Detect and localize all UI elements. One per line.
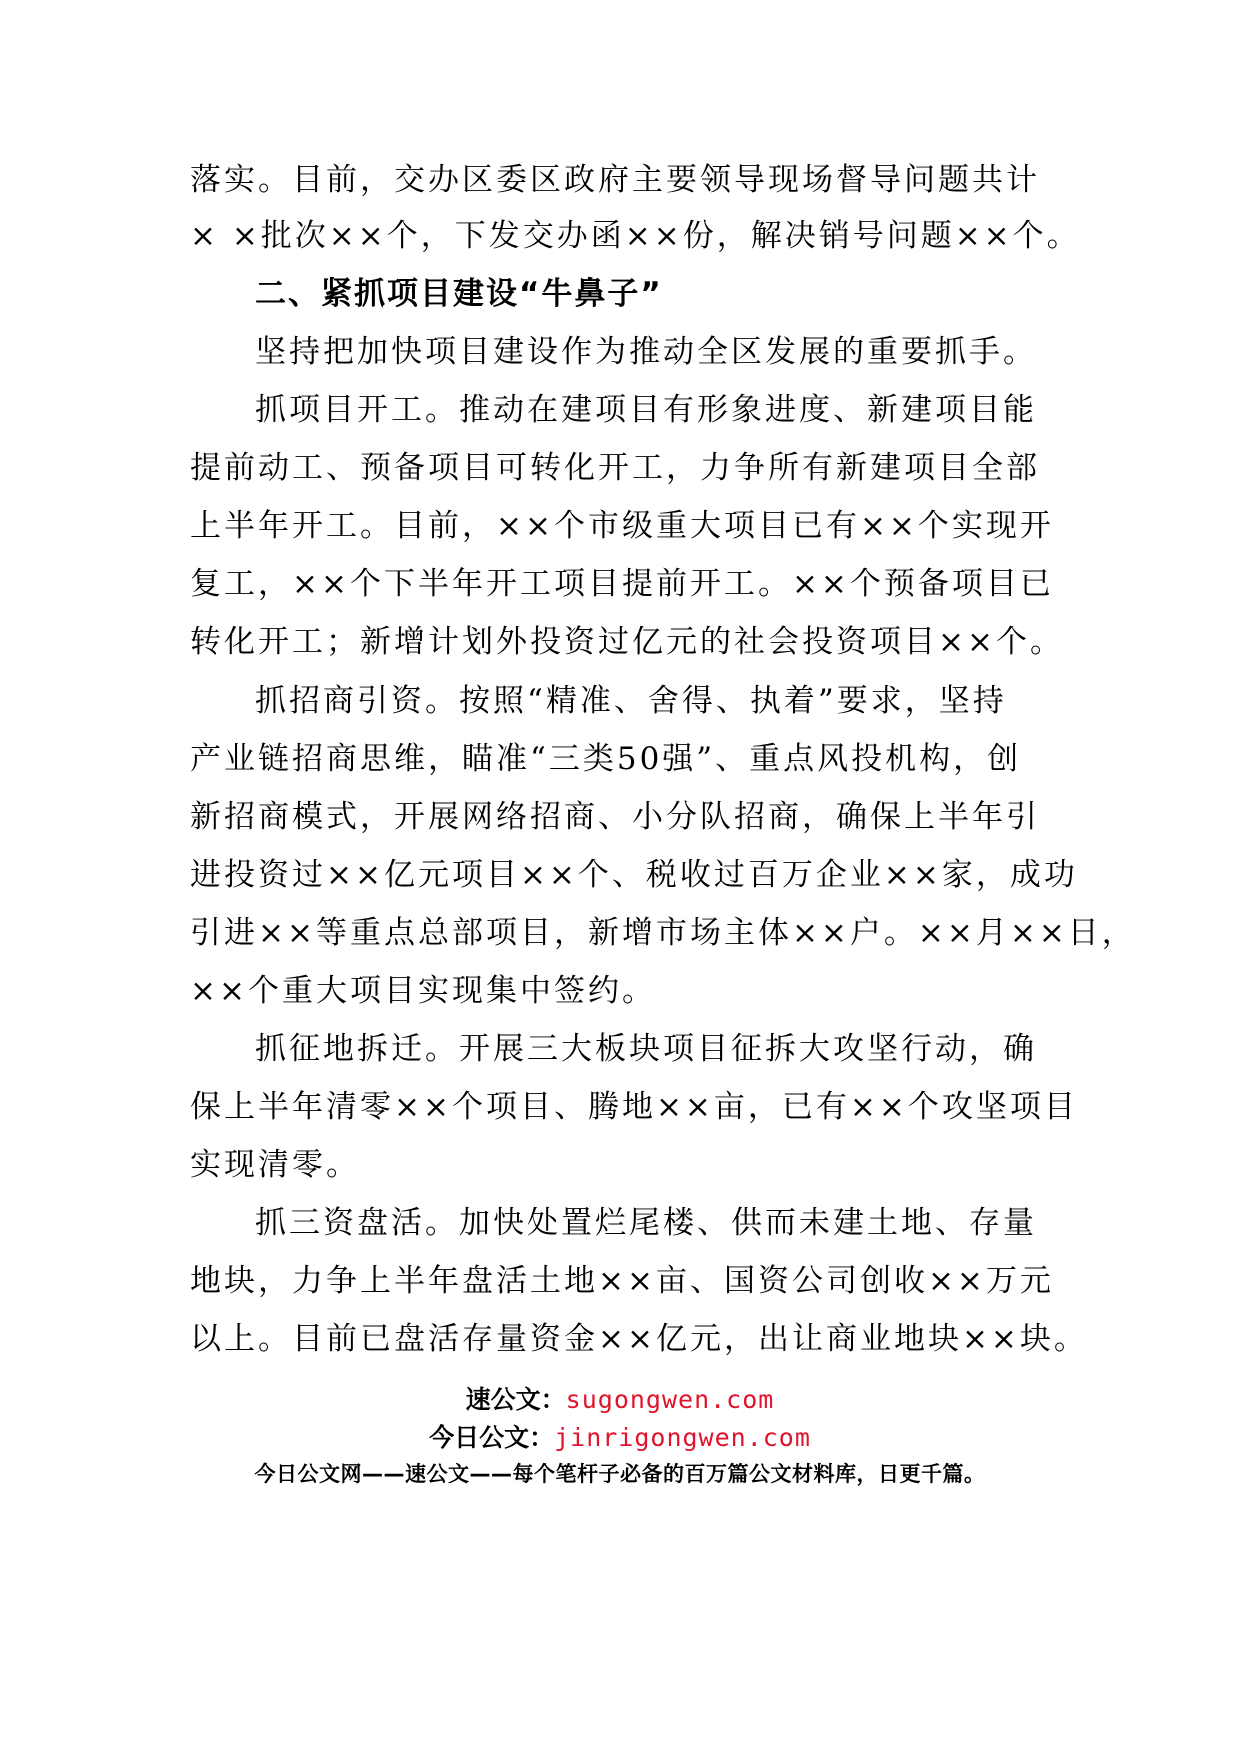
body-line: 产业链招商思维，瞄准“三类50强”、重点风投机构，创 [190,741,1022,777]
section-heading: 二、紧抓项目建设“牛鼻子” [255,276,663,312]
body-line: 地块，力争上半年盘活土地××亩、国资公司创收××万元 [190,1263,1054,1299]
body-line: 抓征地拆迁。开展三大板块项目征拆大攻坚行动，确 [255,1031,1037,1067]
body-line: 保上半年清零××个项目、腾地××亩，已有××个攻坚项目 [190,1089,1078,1125]
footer-site-line-2 [0,1422,1240,1454]
body-line: 抓招商引资。按照“精准、舍得、执着”要求，坚持 [255,683,1007,719]
body-line: 实现清零。 [190,1147,360,1183]
body-line: 提前动工、预备项目可转化开工，力争所有新建项目全部 [190,450,1040,486]
body-line: 引进××等重点总部项目，新增市场主体××户。××月××日， [190,915,1136,951]
body-line: 以上。目前已盘活存量资金××亿元，出让商业地块××块。 [190,1321,1088,1357]
footer-site-line-1 [0,1384,1240,1416]
body-line: 坚持把加快项目建设作为推动全区发展的重要抓手。 [255,334,1037,370]
footer-label: 速公文： [465,1385,566,1414]
body-line: 落实。目前，交办区委区政府主要领导现场督导问题共计 [190,162,1040,198]
body-line: 抓项目开工。推动在建项目有形象进度、新建项目能 [255,392,1037,428]
footer-link-sugongwen[interactable]: sugongwen.com [565,1385,775,1414]
body-line: 抓三资盘活。加快处置烂尾楼、供而未建土地、存量 [255,1205,1037,1241]
footer-slogan: 今日公文网——速公文——每个笔杆子必备的百万篇公文材料库，日更千篇。 [254,1462,986,1486]
body-line: 上半年开工。目前，××个市级重大项目已有××个实现开 [190,508,1054,544]
body-line: 复工，××个下半年开工项目提前开工。××个预备项目已 [190,566,1054,602]
footer-label: 今日公文： [429,1423,555,1452]
body-line: 转化开工；新增计划外投资过亿元的社会投资项目××个。 [190,624,1064,660]
body-line: ××个重大项目实现集中签约。 [190,973,656,1009]
body-line: 新招商模式，开展网络招商、小分队招商，确保上半年引 [190,799,1040,835]
body-line: 进投资过××亿元项目××个、税收过百万企业××家，成功 [190,857,1078,893]
body-line: × ×批次××个，下发交办函××份，解决销号问题××个。 [190,218,1081,254]
footer-link-jinrigongwen[interactable]: jinrigongwen.com [554,1423,811,1452]
